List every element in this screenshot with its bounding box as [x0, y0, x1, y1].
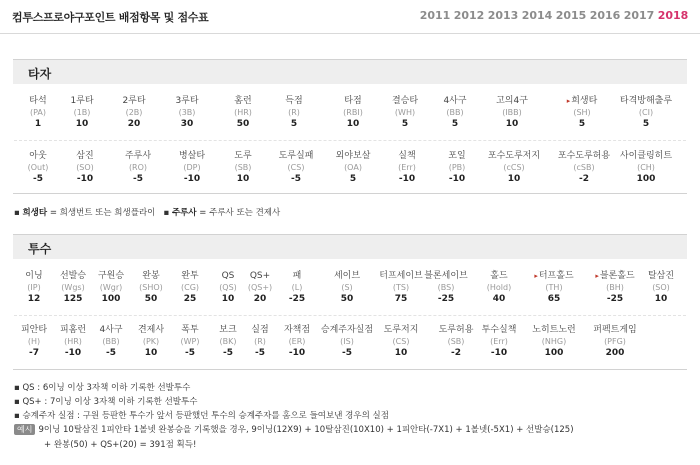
score-item-abbr: (NHG) — [541, 337, 567, 346]
score-item — [621, 270, 700, 306]
score-item-points: -2 — [451, 348, 461, 358]
score-item-name: 퍼펙트게임 — [593, 325, 637, 335]
score-item-abbr: (BB) — [446, 108, 464, 117]
score-item-points: 75 — [394, 294, 408, 304]
pitcher-section-bottom — [13, 369, 687, 370]
score-item-abbr: (PFG) — [604, 337, 626, 346]
pitcher-section-header — [13, 234, 687, 259]
score-item-points: 5 — [578, 119, 586, 129]
score-item-abbr: (R) — [288, 108, 300, 117]
score-item-points: 10 — [346, 119, 360, 129]
score-item-name: 타격방해출루 — [619, 96, 673, 106]
score-item-abbr: (CS) — [392, 337, 410, 346]
score-item-name: 아웃 — [29, 151, 47, 161]
score-item-points: 65 — [547, 294, 561, 304]
score-item-points: 10 — [75, 119, 89, 129]
score-item-points: 10 — [654, 294, 668, 304]
score-item-points: 200 — [605, 348, 625, 358]
pitcher-section-title: 투수 — [28, 242, 52, 256]
score-item-name: 도루허용 — [438, 325, 474, 335]
score-item-name: 득점 — [285, 96, 303, 106]
score-item-abbr: (BK) — [219, 337, 237, 346]
score-item-abbr: (1B) — [73, 108, 91, 117]
score-item-name: QS — [221, 271, 235, 281]
score-item-name: 결승타 — [391, 96, 419, 106]
score-item-abbr: (WH) — [394, 108, 416, 117]
score-item-name: 이닝 — [25, 271, 43, 281]
score-item-points: -5 — [106, 348, 116, 358]
score-item-abbr: (TH) — [545, 283, 563, 292]
page-header — [0, 0, 700, 34]
year-tab-2012[interactable]: 2012 — [453, 9, 485, 22]
score-item-abbr: (CI) — [638, 108, 654, 117]
score-item-name: 3루타 — [175, 96, 199, 106]
score-item-name: 승계주자실점 — [320, 325, 374, 335]
score-item — [474, 150, 554, 186]
score-item-abbr: (3B) — [178, 108, 196, 117]
score-item-points: 100 — [636, 174, 656, 184]
pitcher-row-divider — [14, 315, 686, 316]
score-item-points: -10 — [490, 348, 508, 358]
score-item-name: 1루타 — [70, 96, 94, 106]
score-item-abbr: (BB) — [102, 337, 120, 346]
score-item-points: 10 — [507, 174, 521, 184]
example-line-2: + 완봉(50) + QS+(20) = 391점 획득! — [44, 440, 197, 450]
score-item-points: 10 — [505, 119, 519, 129]
score-item-abbr: (DP) — [183, 163, 201, 172]
note-def-sacrifice: = 희생번트 또는 희생플라이 — [49, 208, 156, 218]
score-item-points: 12 — [27, 294, 41, 304]
score-item-points: 20 — [127, 119, 141, 129]
score-item-name: 사이클링히트 — [619, 151, 673, 161]
score-item-abbr: (HR) — [234, 108, 252, 117]
score-item-abbr: (SO) — [652, 283, 670, 292]
pitcher-example-cont — [44, 438, 196, 450]
score-item-abbr: (BS) — [437, 283, 455, 292]
score-item-points: -5 — [133, 174, 143, 184]
score-item-points: 5 — [401, 119, 409, 129]
score-item-name: 2루타 — [122, 96, 146, 106]
pitcher-row-1 — [14, 270, 686, 318]
pitcher-row-2 — [14, 324, 686, 372]
score-item-points: -5 — [33, 174, 43, 184]
score-item-name: QS+ — [249, 271, 271, 281]
score-item-points: -5 — [223, 348, 233, 358]
score-item-abbr: (RBI) — [343, 108, 363, 117]
score-item-name: 완투 — [181, 271, 199, 281]
score-item-name: ▸ 터프홀드 — [514, 270, 594, 282]
score-item-name: 4사구 — [443, 96, 467, 106]
score-item-name: 홈런 — [234, 96, 252, 106]
score-item-abbr: (SB) — [447, 337, 465, 346]
batter-note: ▪ 희생타 = 희생번트 또는 희생플라이 ▪ 주루사 = 주루사 또는 견제사 — [14, 208, 281, 218]
score-item-abbr: (CH) — [637, 163, 655, 172]
score-item-abbr: (OA) — [344, 163, 362, 172]
score-item-abbr: (QS+) — [247, 283, 273, 292]
score-item-points: -25 — [437, 294, 455, 304]
score-item-points: 5 — [642, 119, 650, 129]
score-item-abbr: (CS) — [287, 163, 305, 172]
batter-section-header — [13, 59, 687, 84]
score-item-abbr: (Wgs) — [61, 283, 85, 292]
score-item-points: 10 — [221, 294, 235, 304]
score-item-abbr: (L) — [291, 283, 303, 292]
score-item-points: -7 — [29, 348, 39, 358]
example-line-1: 9이닝 10탈삼진 1피안타 1볼넷 완봉승을 기록했을 경우, 9이닝(12X9) + 10탈삼진(10X10) + 1피안타(-7X1) + 1볼넷(-5X1) + 선발승(125) — [38, 425, 574, 435]
score-item-name: 보크 — [219, 325, 237, 335]
score-item-points: -25 — [288, 294, 306, 304]
score-item-abbr: (2B) — [125, 108, 143, 117]
score-item-abbr: (ER) — [288, 337, 306, 346]
note-term-runout: 주루사 — [171, 208, 197, 218]
score-item-name: 노히트노런 — [532, 325, 576, 335]
batter-row-divider — [14, 140, 686, 141]
note-qsplus-text: QS+ : 7이닝 이상 3자책 이하 기록한 선발투수 — [22, 397, 198, 407]
score-item-points: 1 — [34, 119, 42, 129]
year-tabs — [418, 9, 690, 22]
score-item-name: 자책점 — [283, 325, 311, 335]
score-item-points: 10 — [144, 348, 158, 358]
score-item-abbr: (Err) — [398, 163, 416, 172]
score-item-points: -10 — [76, 174, 94, 184]
score-item-abbr: (cCS) — [503, 163, 525, 172]
score-item-name: ▸ 희생타 — [542, 95, 622, 107]
score-item-name: 홀드 — [490, 271, 508, 281]
pitcher-note-qs: ▪ QS : 6이닝 이상 3자책 이하 기록한 선발투수 — [14, 383, 191, 393]
pitcher-example — [14, 423, 574, 435]
score-item — [606, 95, 686, 131]
pitcher-note-inherited: ▪ 승계주자 실점 : 구원 등판한 투수가 앞서 등판했던 투수의 승계주자를 홈으로 들여보낸 경우의 실점 — [14, 411, 389, 421]
score-item-abbr: (R) — [254, 337, 266, 346]
score-item-points: -10 — [448, 174, 466, 184]
score-item-name: 포수도루허용 — [557, 151, 611, 161]
score-item-name: 피안타 — [20, 325, 48, 335]
note-qs-text: QS : 6이닝 이상 3자책 이하 기록한 선발투수 — [22, 383, 191, 393]
score-item-name: 구원승 — [97, 271, 125, 281]
score-item-name: 패 — [292, 271, 302, 281]
score-item-name: ▸ 블론홀드 — [575, 270, 655, 282]
score-item-name: 포일 — [448, 151, 466, 161]
score-item — [575, 324, 655, 360]
score-item-abbr: (PA) — [29, 108, 47, 117]
score-item-abbr: (SB) — [234, 163, 252, 172]
score-item-name: 도루 — [234, 151, 252, 161]
score-item-abbr: (Out) — [27, 163, 49, 172]
score-item-points: 10 — [236, 174, 250, 184]
score-item-name: 도루실패 — [278, 151, 314, 161]
year-tab-2016[interactable]: 2016 — [589, 9, 621, 22]
score-item-points: 125 — [63, 294, 83, 304]
score-item-name: 세이브 — [333, 271, 361, 281]
year-tab-2014[interactable]: 2014 — [521, 9, 553, 22]
score-item — [472, 95, 552, 131]
score-item-name: 타석 — [29, 96, 47, 106]
score-item-name: 주루사 — [124, 151, 152, 161]
score-item-points: 50 — [144, 294, 158, 304]
score-item-points: -5 — [185, 348, 195, 358]
score-item-abbr: (TS) — [392, 283, 410, 292]
year-tab-2017[interactable]: 2017 — [623, 9, 655, 22]
score-item-points: 50 — [236, 119, 250, 129]
score-item-points: 5 — [349, 174, 357, 184]
batter-row-1 — [14, 95, 686, 143]
score-item-points: -5 — [291, 174, 301, 184]
score-item-abbr: (PK) — [142, 337, 160, 346]
score-item-abbr: (BH) — [606, 283, 624, 292]
score-item-points: 100 — [101, 294, 121, 304]
score-item-abbr: (SO) — [76, 163, 94, 172]
year-tab-2013[interactable]: 2013 — [487, 9, 519, 22]
page-title: 컴투스프로야구포인트 배점항목 및 점수표 — [12, 11, 209, 24]
score-item-points: 10 — [394, 348, 408, 358]
score-item-name: 외야보살 — [335, 151, 371, 161]
score-item-abbr: (IS) — [340, 337, 354, 346]
year-tab-2018[interactable]: 2018 — [657, 9, 689, 22]
score-item-points: -10 — [183, 174, 201, 184]
pitcher-note-qsplus: ▪ QS+ : 7이닝 이상 3자책 이하 기록한 선발투수 — [14, 397, 198, 407]
batter-section-title: 타자 — [28, 67, 52, 81]
score-item-points: -5 — [255, 348, 265, 358]
score-item-points: 40 — [492, 294, 506, 304]
score-item-name: 폭투 — [181, 325, 199, 335]
score-item-points: 30 — [180, 119, 194, 129]
score-item-points: 50 — [340, 294, 354, 304]
score-item-abbr: (cSB) — [573, 163, 595, 172]
score-item-name: 완봉 — [142, 271, 160, 281]
score-item-points: 25 — [183, 294, 197, 304]
score-item-abbr: (PB) — [448, 163, 466, 172]
score-item-name: 투수실책 — [481, 325, 517, 335]
score-item-abbr: (IP) — [27, 283, 41, 292]
score-item-points: -25 — [606, 294, 624, 304]
score-item-points: -10 — [288, 348, 306, 358]
score-item-abbr: (SHO) — [139, 283, 163, 292]
score-item-abbr: (Hold) — [486, 283, 512, 292]
score-item-points: 100 — [544, 348, 564, 358]
score-item-abbr: (WP) — [180, 337, 200, 346]
year-tab-2015[interactable]: 2015 — [555, 9, 587, 22]
score-item-points: -10 — [64, 348, 82, 358]
score-item-name: 블론세이브 — [424, 271, 468, 281]
note-term-sacrifice: 희생타 — [22, 208, 48, 218]
score-item-abbr: (RO) — [128, 163, 148, 172]
score-item-points: -2 — [579, 174, 589, 184]
note-inherited-text: 승계주자 실점 : 구원 등판한 투수가 앞서 등판했던 투수의 승계주자를 홈으로 들여보낸 경우의 실점 — [22, 411, 389, 421]
batter-row-2 — [14, 150, 686, 198]
score-item-name: 탈삼진 — [647, 271, 675, 281]
score-item-name: 도루저지 — [383, 325, 419, 335]
score-item-abbr: (QS) — [219, 283, 237, 292]
score-item-name: 4사구 — [99, 325, 123, 335]
score-item-name: 포수도루저지 — [487, 151, 541, 161]
score-item-points: -10 — [398, 174, 416, 184]
score-item-abbr: (Err) — [490, 337, 508, 346]
score-item-points: 5 — [290, 119, 298, 129]
score-item-abbr: (CG) — [180, 283, 200, 292]
year-tab-2011[interactable]: 2011 — [419, 9, 451, 22]
score-item-abbr: (H) — [27, 337, 41, 346]
score-item-name: 견제사 — [137, 325, 165, 335]
score-item — [606, 150, 686, 186]
score-item-name: 삼진 — [76, 151, 94, 161]
score-item-points: -5 — [342, 348, 352, 358]
score-item-points: 20 — [253, 294, 267, 304]
note-def-runout: = 주루사 또는 견제사 — [199, 208, 281, 218]
score-item-name: 고의4구 — [496, 96, 528, 106]
score-item-abbr: (S) — [341, 283, 353, 292]
score-item-abbr: (Wgr) — [99, 283, 123, 292]
score-item-abbr: (IBB) — [502, 108, 522, 117]
example-badge: 예시 — [14, 424, 35, 435]
score-item-name: 타점 — [344, 96, 362, 106]
score-item-name: 터프세이브 — [379, 271, 423, 281]
score-item-points: 5 — [451, 119, 459, 129]
score-item-name: 실책 — [398, 151, 416, 161]
batter-section-bottom — [13, 193, 687, 194]
score-item-name: 실점 — [251, 325, 269, 335]
score-item-name: 피홈런 — [59, 325, 87, 335]
score-item-abbr: (SH) — [573, 108, 591, 117]
score-item-abbr: (HR) — [64, 337, 82, 346]
score-item-name: 병살타 — [178, 151, 206, 161]
score-item-name: 선발승 — [59, 271, 87, 281]
